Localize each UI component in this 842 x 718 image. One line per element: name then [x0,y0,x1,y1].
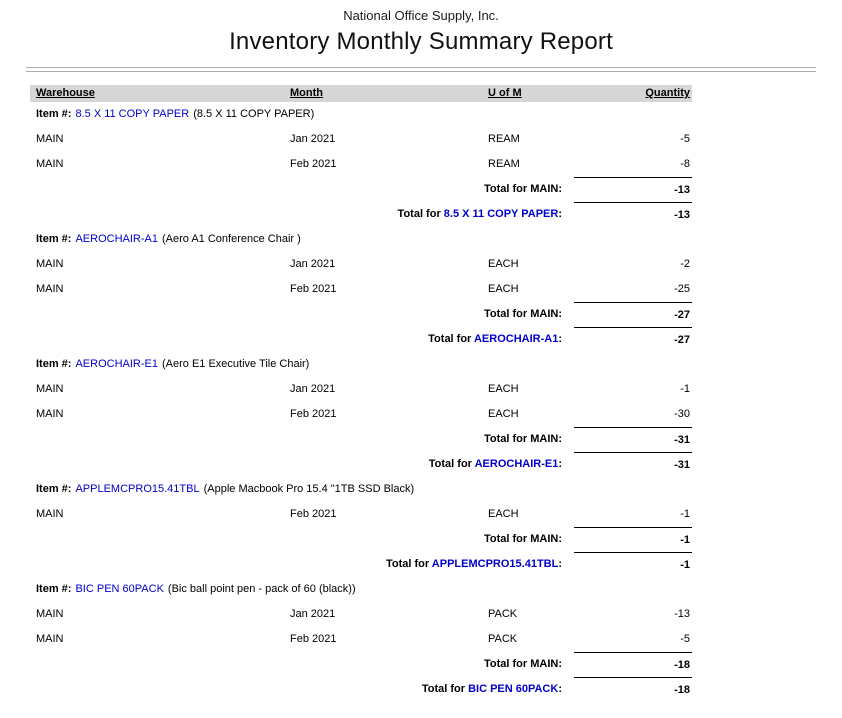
cell-uofm: REAM [488,133,520,145]
item-description: (Aero A1 Conference Chair ) [162,233,301,245]
cell-month: Feb 2021 [290,158,337,170]
item-total-prefix: Total for [385,558,432,570]
item-code-link[interactable]: 8.5 X 11 COPY PAPER [75,108,190,120]
detail-rows [30,377,692,427]
item-header [30,477,692,502]
cell-warehouse: MAIN [36,633,64,645]
table-row [30,152,692,177]
warehouse-total-row [30,302,692,327]
item-description: (Bic ball point pen - pack of 60 (black)) [167,583,356,595]
detail-rows [30,252,692,302]
item-total-code[interactable]: AEROCHAIR-A1 [473,333,559,345]
item-total-label [30,452,574,477]
item-number-label: Item #: [36,108,72,120]
cell-warehouse: MAIN [36,608,64,620]
item-total-colon: : [558,208,562,220]
cell-quantity: -30 [674,408,690,420]
warehouse-total-label: Total for MAIN: [483,433,562,445]
item-description: (Apple Macbook Pro 15.4 "1TB SSD Black) [203,483,415,495]
cell-uofm: EACH [488,283,519,295]
item-number-label: Item #: [36,358,72,370]
cell-month: Feb 2021 [290,283,337,295]
column-header-uofm: U of M [488,87,522,99]
item-group [30,227,692,352]
item-total-quantity: -13 [574,202,692,227]
item-total-colon: : [558,333,562,345]
warehouse-total-row [30,652,692,677]
item-code-link[interactable]: BIC PEN 60PACK [75,583,164,595]
cell-warehouse: MAIN [36,408,64,420]
detail-rows [30,127,692,177]
item-total-row [30,202,692,227]
item-header [30,352,692,377]
cell-month: Feb 2021 [290,408,337,420]
item-header [30,227,692,252]
table-row [30,627,692,652]
cell-warehouse: MAIN [36,258,64,270]
warehouse-total-quantity: -13 [574,177,692,202]
warehouse-total-row [30,427,692,452]
column-header-warehouse: Warehouse [36,87,95,99]
cell-warehouse: MAIN [36,508,64,520]
item-total-label [30,327,574,352]
cell-uofm: PACK [488,633,518,645]
table-row [30,277,692,302]
report-table [30,85,692,702]
cell-month: Feb 2021 [290,633,337,645]
column-header-month: Month [290,87,323,99]
item-total-prefix: Total for [428,333,474,345]
cell-uofm: EACH [488,508,519,520]
item-number-label: Item #: [36,233,72,245]
table-row [30,127,692,152]
item-total-quantity: -18 [574,677,692,702]
cell-quantity: -1 [680,508,690,520]
cell-uofm: PACK [488,608,518,620]
item-group [30,352,692,477]
company-name: National Office Supply, Inc. [343,8,499,23]
item-total-code[interactable]: AEROCHAIR-E1 [474,458,559,470]
item-total-colon: : [558,558,562,570]
warehouse-total-label: Total for MAIN: [483,183,562,195]
cell-uofm: EACH [488,408,519,420]
item-header [30,577,692,602]
item-total-label [30,202,574,227]
table-row [30,402,692,427]
cell-warehouse: MAIN [36,133,64,145]
cell-quantity: -5 [680,133,690,145]
item-total-row [30,452,692,477]
warehouse-total-row [30,527,692,552]
item-code-link[interactable]: APPLEMCPRO15.41TBL [75,483,200,495]
warehouse-total-quantity: -27 [574,302,692,327]
item-total-colon: : [558,683,562,695]
cell-month: Jan 2021 [290,258,336,270]
item-total-row [30,327,692,352]
item-total-code[interactable]: APPLEMCPRO15.41TBL [431,558,559,570]
item-group [30,102,692,227]
item-total-colon: : [558,458,562,470]
item-number-label: Item #: [36,583,72,595]
cell-uofm: EACH [488,258,519,270]
report-title: Inventory Monthly Summary Report [229,28,613,55]
cell-warehouse: MAIN [36,283,64,295]
item-total-code[interactable]: BIC PEN 60PACK [468,683,559,695]
item-group [30,577,692,702]
item-total-row [30,552,692,577]
item-total-label [30,677,574,702]
item-total-row [30,677,692,702]
cell-quantity: -13 [674,608,690,620]
detail-rows [30,602,692,652]
item-description: (8.5 X 11 COPY PAPER) [193,108,315,120]
item-total-quantity: -27 [574,327,692,352]
item-code-link[interactable]: AEROCHAIR-E1 [75,358,158,370]
item-total-quantity: -1 [574,552,692,577]
warehouse-total-label: Total for MAIN: [483,533,562,545]
cell-uofm: EACH [488,383,519,395]
detail-rows [30,502,692,527]
item-total-quantity: -31 [574,452,692,477]
item-total-prefix: Total for [428,458,475,470]
warehouse-total-quantity: -1 [574,527,692,552]
warehouse-total-quantity: -31 [574,427,692,452]
table-row [30,602,692,627]
warehouse-total-label: Total for MAIN: [483,308,562,320]
table-row [30,252,692,277]
item-code-link[interactable]: AEROCHAIR-A1 [75,233,158,245]
cell-quantity: -5 [680,633,690,645]
cell-month: Jan 2021 [290,133,336,145]
warehouse-total-row [30,177,692,202]
item-total-prefix: Total for [421,683,469,695]
cell-month: Jan 2021 [290,383,336,395]
table-header-row [30,85,692,102]
cell-month: Feb 2021 [290,508,337,520]
table-row [30,502,692,527]
cell-uofm: REAM [488,158,520,170]
column-header-quantity: Quantity [645,87,690,99]
table-row [30,377,692,402]
warehouse-total-quantity: -18 [574,652,692,677]
cell-quantity: -25 [674,283,690,295]
item-number-label: Item #: [36,483,72,495]
title-divider [26,67,816,72]
cell-quantity: -1 [680,383,690,395]
cell-quantity: -8 [680,158,690,170]
cell-warehouse: MAIN [36,383,64,395]
item-total-label [30,552,574,577]
item-total-code[interactable]: 8.5 X 11 COPY PAPER [443,208,559,220]
warehouse-total-label: Total for MAIN: [483,658,562,670]
item-total-prefix: Total for [397,208,444,220]
item-header [30,102,692,127]
item-group [30,477,692,577]
report-rows [30,102,692,702]
cell-quantity: -2 [680,258,690,270]
item-description: (Aero E1 Executive Tile Chair) [162,358,310,370]
cell-warehouse: MAIN [36,158,64,170]
cell-month: Jan 2021 [290,608,336,620]
